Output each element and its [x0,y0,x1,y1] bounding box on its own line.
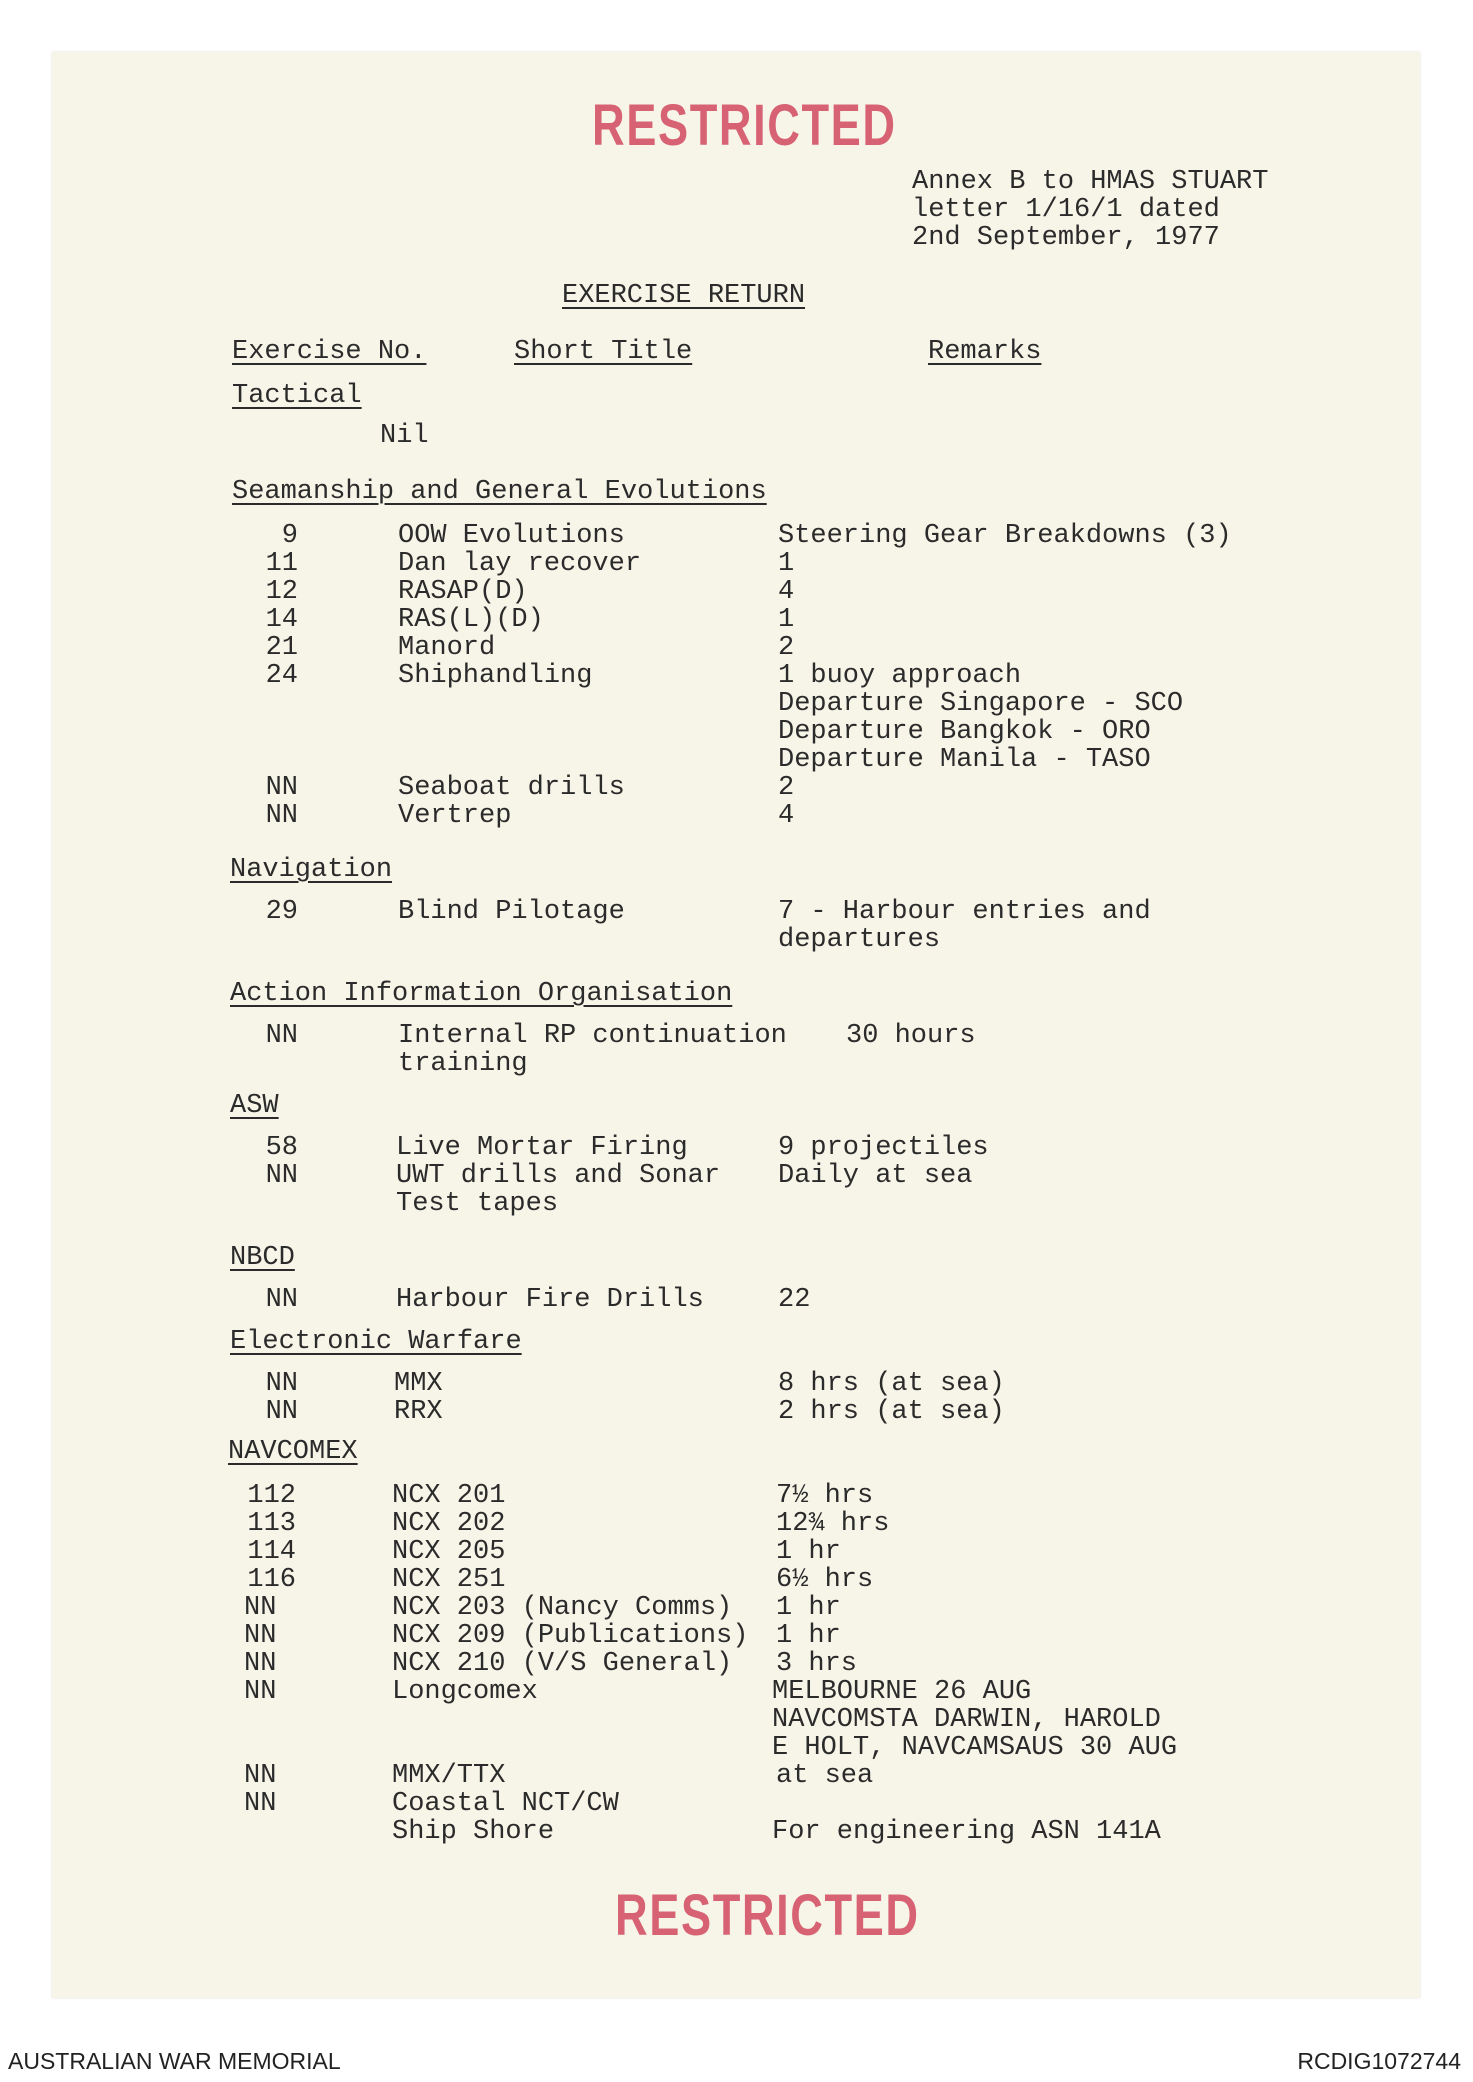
footer-source: AUSTRALIAN WAR MEMORIAL [8,2048,341,2074]
exercise-title: Shiphandling [398,661,593,691]
exercise-remarks: 4 [778,801,795,831]
exercise-title: NCX 202 [392,1509,506,1539]
section-heading-aio: Action Information Organisation [230,979,733,1009]
exercise-remarks: 2 [778,773,795,803]
exercise-title: Longcomex [392,1677,538,1707]
exercise-remarks: Steering Gear Breakdowns (3) [778,521,1232,551]
footer-reference: RCDIG1072744 [1297,2048,1461,2074]
tactical-nil: Nil [380,421,429,451]
section-heading-seamanship: Seamanship and General Evolutions [232,477,767,507]
exercise-remarks: Departure Bangkok - ORO [778,717,1151,747]
exercise-title: Coastal NCT/CW [392,1789,619,1819]
exercise-title: NCX 210 (V/S General) [392,1649,733,1679]
exercise-title: RAS(L)(D) [398,605,544,635]
exercise-remarks: 1 [778,549,795,579]
annex-line-3: 2nd September, 1977 [912,223,1220,253]
exercise-title: Internal RP continuation [398,1021,787,1051]
exercise-remarks: 6½ hrs [776,1565,874,1595]
exercise-number: NN [265,1021,298,1051]
exercise-title: Ship Shore [392,1817,555,1847]
exercise-title: NCX 209 (Publications) [392,1621,749,1651]
exercise-remarks: 8 hrs (at sea) [778,1369,1005,1399]
exercise-remarks: For engineering ASN 141A [772,1817,1161,1847]
exercise-number: 24 [265,661,298,691]
exercise-remarks: Daily at sea [778,1161,973,1191]
exercise-number: 21 [265,633,298,663]
exercise-number: 11 [265,549,298,579]
annex-line-1: Annex B to HMAS STUART [912,167,1269,197]
exercise-title: Test tapes [396,1189,559,1219]
exercise-remarks: 9 projectiles [778,1133,989,1163]
exercise-remarks: E HOLT, NAVCAMSAUS 30 AUG [772,1733,1178,1763]
annex-line-2: letter 1/16/1 dated [912,195,1220,225]
exercise-number: 112 [247,1481,296,1511]
exercise-title: Seaboat drills [398,773,625,803]
exercise-number: 29 [265,897,298,927]
exercise-remarks: 1 hr [776,1537,841,1567]
exercise-remarks: 1 hr [776,1593,841,1623]
exercise-number: 9 [281,521,298,551]
exercise-remarks: 30 hours [846,1021,976,1051]
exercise-number: 14 [265,605,298,635]
exercise-remarks: NAVCOMSTA DARWIN, HAROLD [772,1705,1161,1735]
exercise-number: NN [265,801,298,831]
exercise-title: UWT drills and Sonar [396,1161,721,1191]
exercise-title: MMX [394,1369,443,1399]
exercise-title: training [398,1049,528,1079]
exercise-number: NN [244,1621,277,1651]
exercise-title: RASAP(D) [398,577,528,607]
exercise-title: RRX [394,1397,443,1427]
exercise-remarks: 2 [778,633,795,663]
column-header-title: Short Title [514,337,693,367]
exercise-number: NN [244,1649,277,1679]
exercise-number: 58 [265,1133,298,1163]
exercise-remarks: 7 - Harbour entries and [778,897,1151,927]
exercise-remarks: Departure Manila - TASO [778,745,1151,775]
exercise-title: NCX 205 [392,1537,506,1567]
exercise-title: Harbour Fire Drills [396,1285,704,1315]
exercise-number: NN [265,1397,298,1427]
exercise-number: NN [265,1285,298,1315]
exercise-title: OOW Evolutions [398,521,625,551]
exercise-title: Dan lay recover [398,549,642,579]
exercise-title: Manord [398,633,496,663]
exercise-remarks: 12¾ hrs [776,1509,890,1539]
exercise-remarks: 3 hrs [776,1649,858,1679]
exercise-remarks: 1 buoy approach [778,661,1022,691]
section-heading-asw: ASW [230,1091,279,1121]
column-header-remarks: Remarks [928,337,1042,367]
exercise-remarks: 22 [778,1285,811,1315]
section-heading-ew: Electronic Warfare [230,1327,522,1357]
exercise-number: 116 [247,1565,296,1595]
exercise-number: 114 [247,1537,296,1567]
section-heading-tactical: Tactical [232,381,362,411]
section-heading-navigation: Navigation [230,855,393,885]
exercise-remarks: 1 [778,605,795,635]
exercise-number: NN [244,1677,277,1707]
exercise-number: NN [265,1161,298,1191]
exercise-number: NN [244,1789,277,1819]
exercise-remarks: departures [778,925,941,955]
exercise-title: NCX 251 [392,1565,506,1595]
restricted-stamp-bottom: RESTRICTED [615,1883,920,1948]
exercise-title: Vertrep [398,801,512,831]
exercise-title: Blind Pilotage [398,897,625,927]
exercise-title: Live Mortar Firing [396,1133,688,1163]
exercise-number: NN [244,1761,277,1791]
exercise-remarks: Departure Singapore - SCO [778,689,1184,719]
exercise-number: NN [265,773,298,803]
exercise-title: MMX/TTX [392,1761,506,1791]
exercise-number: NN [265,1369,298,1399]
column-header-number: Exercise No. [232,337,427,367]
section-heading-nbcd: NBCD [230,1243,295,1273]
section-heading-navcomex: NAVCOMEX [228,1437,358,1467]
exercise-number: 12 [265,577,298,607]
exercise-number: NN [244,1593,277,1623]
exercise-remarks: MELBOURNE 26 AUG [772,1677,1032,1707]
exercise-remarks: 4 [778,577,795,607]
exercise-remarks: 7½ hrs [776,1481,874,1511]
exercise-remarks: at sea [776,1761,874,1791]
exercise-title: NCX 203 (Nancy Comms) [392,1593,733,1623]
restricted-stamp-top: RESTRICTED [592,93,897,158]
exercise-remarks: 1 hr [776,1621,841,1651]
exercise-title: NCX 201 [392,1481,506,1511]
exercise-number: 113 [247,1509,296,1539]
document-title: EXERCISE RETURN [562,281,806,311]
exercise-remarks: 2 hrs (at sea) [778,1397,1005,1427]
